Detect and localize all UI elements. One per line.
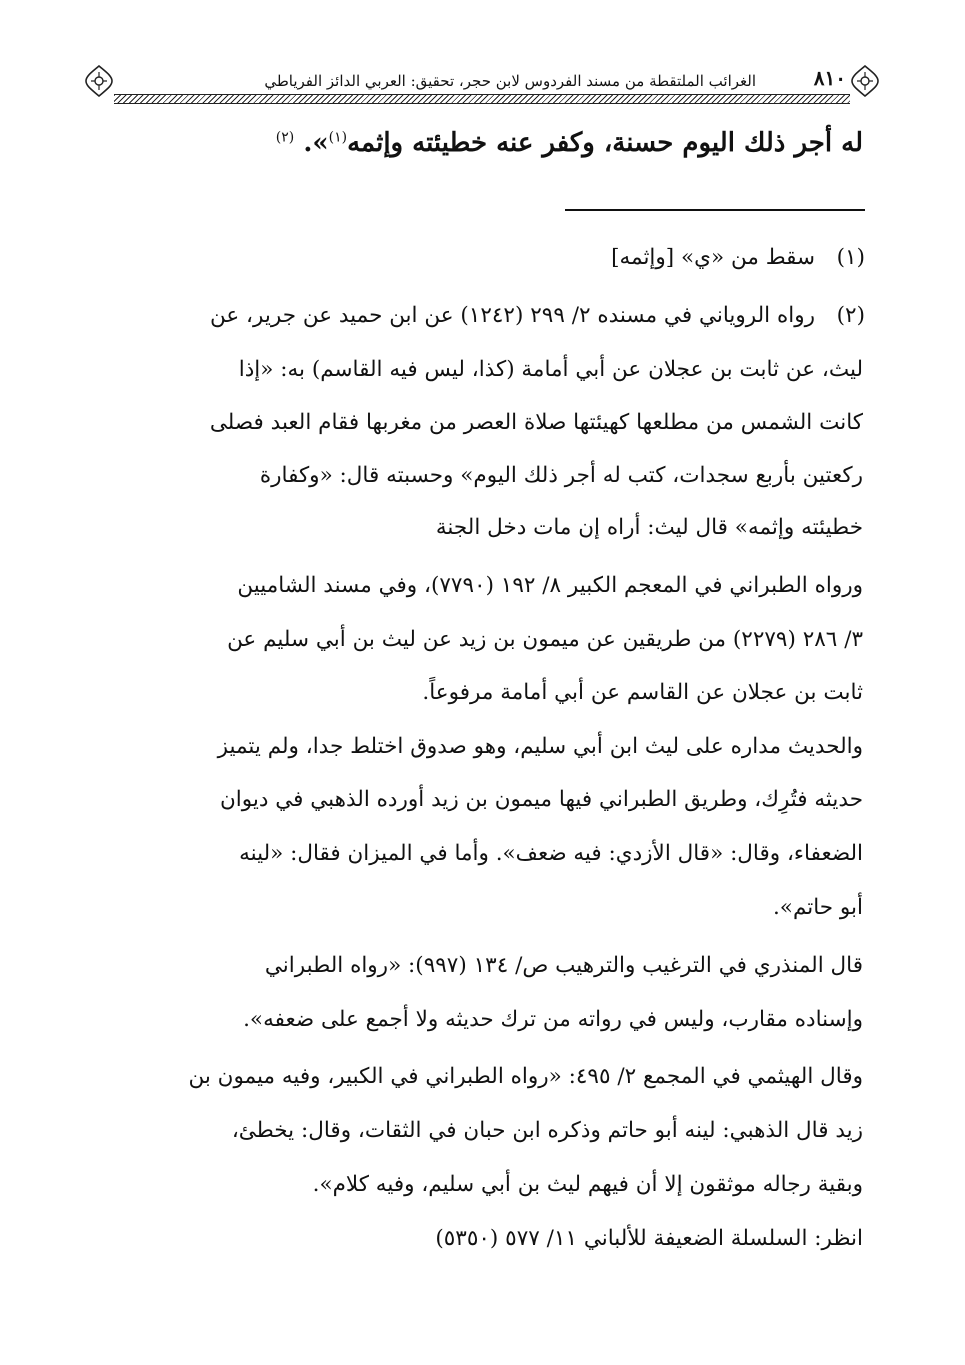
footnote-ref: (٢) bbox=[275, 129, 295, 146]
footnote-line: ركعتين بأربع سجدات، كتب له أجر ذلك اليوم» وحسبته قال: «وكفارة bbox=[259, 463, 863, 488]
footnote-line: ليث، عن ثابت بن عجلان عن أبي أمامة (كذا، ليس فيه القاسم) به: «إذا bbox=[238, 357, 863, 382]
footnote-line: وبقية رجاله موثقون إلا أن فيهم ليث بن أبي سليم، وفيه كلام». bbox=[312, 1172, 863, 1197]
footnote-line: رواه الروياني في مسنده ٢/ ٢٩٩ (١٢٤٢) عن ابن حميد عن جرير، عن bbox=[210, 303, 815, 328]
ornament-icon bbox=[82, 64, 116, 98]
footnote-line: ٣/ ٢٨٦ (٢٢٧٩) من طريقين عن ميمون بن زيد عن ليث بن أبي سليم عن bbox=[227, 627, 863, 652]
footnote-line: خطيئته وإثمه» قال ليث: أراه إن مات دخل الجنة bbox=[435, 515, 863, 540]
footnote-line: كانت الشمس من مطلعها كهيئتها صلاة العصر من مغربها فقام العبد فصلى bbox=[209, 410, 863, 435]
footnote-text: سقط من «ي» [وإثمه] bbox=[611, 245, 815, 270]
footnote-number: (١) bbox=[836, 245, 865, 270]
footnote-line: زيد قال الذهبي: لينه أبو حاتم وذكره ابن حبان في الثقات، وقال: يخطئ، bbox=[231, 1118, 863, 1143]
main-text: له أجر ذلك اليوم حسنة، وكفر عنه خطيئته وإثمه bbox=[347, 128, 863, 158]
footnote-line: ورواه الطبراني في المعجم الكبير ٨/ ١٩٢ (٧٧٩٠)، وفي مسند الشاميين bbox=[237, 573, 863, 598]
running-header bbox=[96, 58, 868, 102]
footnote-separator bbox=[565, 209, 865, 211]
footnote-line: قال المنذري في الترغيب والترهيب ص/ ١٣٤ (٩٩٧): «رواه الطبراني bbox=[264, 953, 863, 978]
footnote-line: أبو حاتم». bbox=[772, 895, 863, 920]
footnote-line: انظر: السلسلة الضعيفة للألباني ١١/ ٥٧٧ (٥٣٥٠) bbox=[435, 1226, 863, 1251]
main-text-line bbox=[276, 128, 863, 158]
footnote-line: وإسناده مقارب، وليس في رواته من ترك حديثه ولا أجمع على ضعفه». bbox=[243, 1007, 863, 1032]
footnote-line: الضعفاء، وقال: «قال الأزدي: فيه ضعف». وأما في الميزان فقال: «لينه bbox=[239, 841, 863, 866]
page-number: ٨١٠ bbox=[813, 66, 846, 90]
footnote-ref: (١) bbox=[328, 129, 348, 146]
footnote-line: ثابت بن عجلان عن القاسم عن أبي أمامة مرفوعاً. bbox=[422, 680, 863, 705]
footnote-line: والحديث مداره على ليث ابن أبي سليم، وهو صدوق اختلط جدا، ولم يتميز bbox=[217, 734, 863, 759]
running-title: الغرائب الملتقطة من مسند الفردوس لابن حجر، تحقيق: العربي الدائز الفرياطي bbox=[264, 72, 756, 90]
ornament-icon bbox=[848, 64, 882, 98]
footnote-line: وقال الهيثمي في المجمع ٢/ ٤٩٥: «رواه الطبراني في الكبير، وفيه ميمون بن bbox=[188, 1064, 863, 1089]
footnote-number: (٢) bbox=[836, 303, 865, 328]
footnote-line: حديثه فتُرِك، وطريق الطبراني فيها ميمون بن زيد أورده الذهبي في ديوان bbox=[219, 787, 863, 812]
header-rule bbox=[114, 94, 850, 104]
quote-close: ». bbox=[303, 128, 329, 158]
